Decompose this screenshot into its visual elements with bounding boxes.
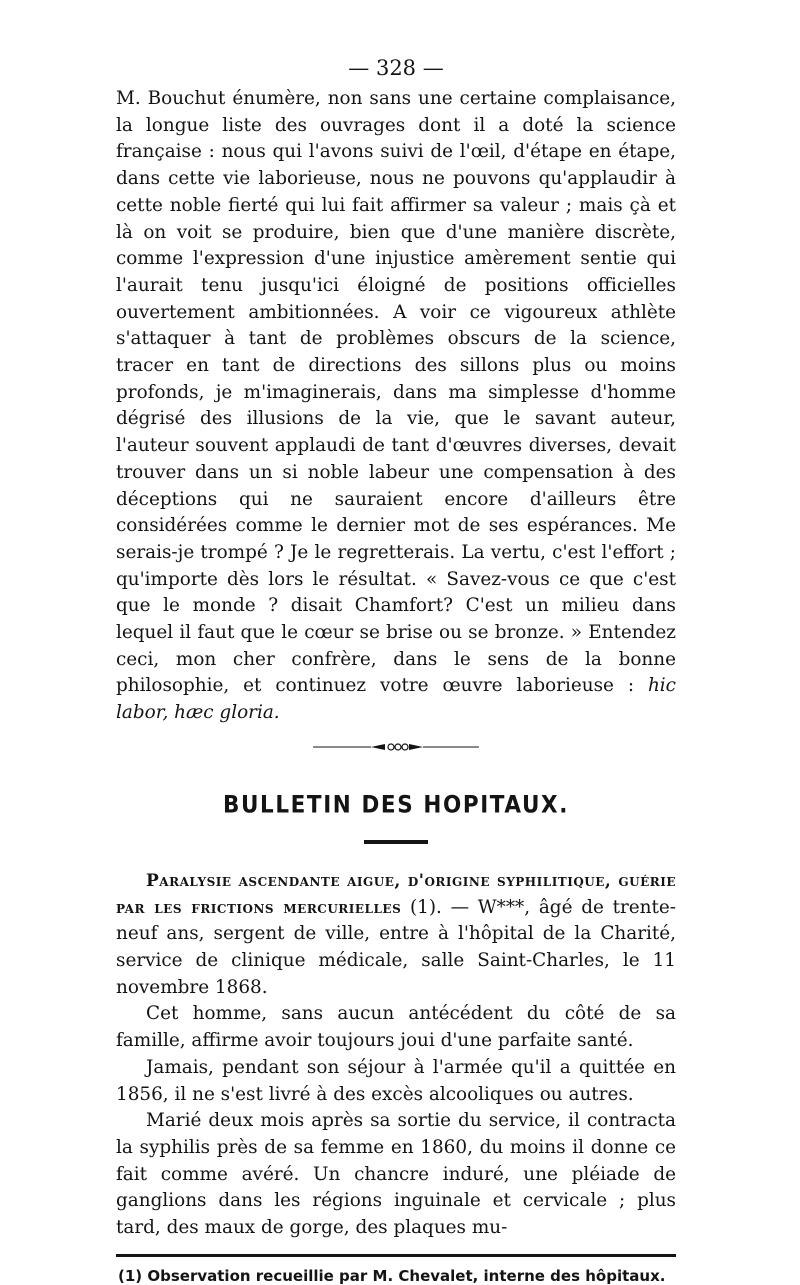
book-page: [116, 56, 676, 1285]
case-heading: Paralysie ascendante aigue, d'origine syphilitique, guérie par les frictions mercurielles: [116, 870, 676, 918]
page-number: — 328 —: [348, 56, 444, 80]
footnote-ref: (1).: [409, 896, 442, 918]
body-paragraph-text: M. Bouchut énumère, non sans une certaine complaisance, la longue liste des ouvrages dont il a doté la science française : nous qui l'avons suivi de l'œil, d'étape en étape, dans cette vie laborieuse, nous ne pouvons qu'applaudir à cette noble fierté qui lui fait affirmer sa valeur ; mais çà et là on voit se produire, bien que d'une manière discrète, comme l'expression d'une injustice amèrement sentie qui l'aurait tenu jusqu'ici éloigné de positions officielles ouvertement ambitionnées. A voir ce vigoureux athlète s'attaquer à tant de problèmes obscurs de la science, tracer en tant de directions des sillons plus ou moins profonds, je m'imaginerais, dans ma simplesse d'homme dégrisé des illusions de la vie, que le savant auteur, l'auteur souvent applaudi de tant d'œuvres diverses, devait trouver dans un si noble labeur une compensation à des déceptions qui ne sauraient encore d'ailleurs être considérées comme le dernier mot de ses espérances. Me serais-je trompé ? Je le regretterais. La vertu, c'est l'effort ; qu'importe dès lors le résultat. « Savez-vous ce que c'est que le monde ? disait Chamfort? C'est un milieu dans lequel il faut que le cœur se brise ou se bronze. » Entendez ceci, mon cher confrère, dans le sens de la bonne philosophie, et continuez votre œuvre laborieuse :: [116, 88, 676, 697]
title-rule: [364, 840, 428, 844]
footnote-rule: [116, 1254, 676, 1257]
section-ornament: [311, 741, 481, 753]
footnote: (1) Observation recueillie par M. Chevalet, interne des hôpitaux.: [118, 1266, 666, 1285]
section-title: BULLETIN DES HOPITAUX.: [223, 791, 569, 820]
body-paragraph: [116, 86, 676, 727]
case-intro: — W***, âgé de trente-neuf ans, sergent de ville, entre à l'hôpital de la Charité, service de clinique médicale, salle Saint-Charles, le 11 novembre 1868.: [116, 896, 676, 998]
latin-quote: hic labor, hæc gloria.: [116, 675, 676, 724]
case-paragraph: Jamais, pendant son séjour à l'armée qu'il a quittée en 1856, il ne s'est livré à des excès alcooliques ou autres.: [116, 1056, 676, 1105]
case-paragraph: Cet homme, sans aucun antécédent du côté de sa famille, affirme avoir toujours joui d'une parfaite santé.: [116, 1003, 676, 1052]
case-intro-paragraph: [116, 868, 676, 1002]
case-paragraph: Marié deux mois après sa sortie du service, il contracta la syphilis près de sa femme en 1860, du moins il donne ce fait comme avéré. Un chancre induré, une pléiade de ganglions dans les régions inguinale et cervicale ; plus tard, des maux de gorge, des plaques mu-: [116, 1110, 676, 1239]
